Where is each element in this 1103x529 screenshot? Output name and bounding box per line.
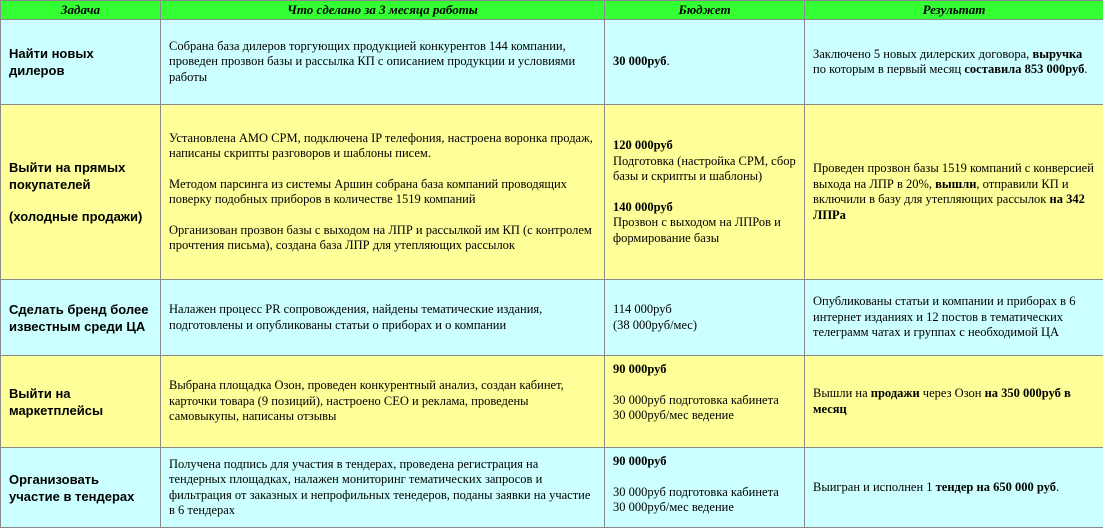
budget-cell [605,448,805,528]
result-highlight: выручка [1032,46,1083,61]
header-result: Результат [805,1,1103,20]
result-text: Заключено 5 новых дилерских договора, [813,46,1033,61]
result-cell [805,20,1103,105]
budget-amount: 30 000руб [613,54,667,69]
header-task: Задача [1,1,161,20]
work-cell [161,20,605,105]
task-line: (холодные продажи) [9,209,143,224]
result-text: Опубликованы статьи и компании и приборах в 6 интернет изданиях и 12 постов в тематических телеграмм чатах и группах с необходимой ЦА [813,294,1076,340]
result-highlight: на 342 ЛПРа [813,192,1085,222]
budget-text: 30 000руб/мес ведение [613,500,734,514]
work-text: Получена подпись для участия в тендерах, проведена регистрация на тендерных площадках, налажен мониторинг тематических запросов и фильтрация от заказных и непрофильных тенедеров, поданы заявки на участие в 6 тендерах [169,456,591,517]
budget-amount: 90 000руб [613,454,667,468]
task-cell [1,280,161,356]
result-cell [805,448,1103,528]
task-line: Сделать бренд более [9,301,149,317]
result-text: . [1055,479,1060,494]
work-cell [161,356,605,448]
task-cell [1,448,161,528]
result-cell [805,280,1103,356]
result-highlight: на 350 000руб в месяц [813,386,1071,416]
work-text: Налажен процесс PR сопровождения, найдены тематические издания, подготовлены и опубликованы статьи о приборах и о компании [169,302,543,332]
result-highlight: продажи [870,386,920,400]
result-text: , отправили КП и включили в базу для утепляющих рассылок [813,176,1069,206]
task-line: Выйти на прямых [9,160,126,175]
result-text: по которым в первый месяц [813,62,965,76]
result-text: Вышли на [813,386,871,400]
result-highlight: вышли [935,176,977,191]
task-line: покупателей [9,177,91,192]
result-text: через Озон [919,386,985,400]
work-text: Выбрана площадка Озон, проведен конкурентный анализ, создан кабинет, карточки товара (9 позиций), настроено СЕО и реклама, проведены самовыкупы, написаны отзывы [169,378,564,424]
work-cell [161,280,605,356]
task-line: Выйти на [9,385,71,401]
budget-text: . [666,54,670,69]
task-cell [1,105,161,280]
result-highlight: тендер на 650 000 руб [935,479,1056,494]
budget-cell [605,280,805,356]
task-line: маркетплейсы [9,402,104,418]
table-row [1,20,1103,105]
budget-text: 30 000руб подготовка кабинета [613,392,779,407]
result-highlight: составила 853 000руб [964,62,1085,76]
budget-amount: 90 000руб [613,362,667,376]
budget-text: Подготовка (настройка СРМ, сбор базы и скрипты и шаблоны) [613,153,796,183]
budget-amount: 120 000руб [613,138,673,152]
task-cell [1,356,161,448]
result-text: Проведен прозвон базы 1519 компаний с конверсией выхода на ЛПР в 20%, [813,161,1094,191]
result-text: . [1084,62,1088,76]
task-line: Найти новых [9,46,94,61]
task-cell [1,20,161,105]
budget-cell [605,356,805,448]
budget-cell [605,20,805,105]
result-cell [805,105,1103,280]
work-cell [161,105,605,280]
table-row [1,105,1103,280]
work-text: Организован прозвон базы с выходом на ЛПР и рассылкой им КП (с контролем прочтения письма), создана база ЛПР для утепляющих рассылок [169,222,592,252]
budget-text: (38 000руб/мес) [613,317,698,332]
task-line: известным среди ЦА [9,318,146,334]
header-budget: Бюджет [605,1,805,20]
result-cell [805,356,1103,448]
budget-text: 114 000руб [613,302,672,316]
budget-text: 30 000руб/мес ведение [613,408,734,422]
budget-text: 30 000руб подготовка кабинета [613,484,779,499]
work-cell [161,448,605,528]
task-line: Организовать [9,471,100,487]
work-text: Методом парсинга из системы Аршин собрана база компаний проводящих поверку подобных приборов в количестве 1519 компаний [169,176,567,206]
table-row [1,356,1103,448]
result-text: Выигран и исполнен 1 [813,479,936,494]
task-line: дилеров [9,63,65,78]
task-line: участие в тендерах [9,488,135,504]
header-row [1,1,1103,20]
header-work: Что сделано за 3 месяца работы [161,1,605,20]
work-text: Установлена АМО СРМ, подключена IP телефония, настроена воронка продаж, написаны скрипты разговоров и шаблоны писем. [169,130,593,160]
budget-amount: 140 000руб [613,199,673,214]
table-row [1,280,1103,356]
work-text: Собрана база дилеров торгующих продукцией конкурентов 144 компании, проведен прозвон базы и рассылка КП с описанием продукции и условиями работы [169,38,576,84]
budget-cell [605,105,805,280]
table-row [1,448,1103,528]
budget-text: Прозвон с выходом на ЛПРов и формирование базы [613,215,781,245]
